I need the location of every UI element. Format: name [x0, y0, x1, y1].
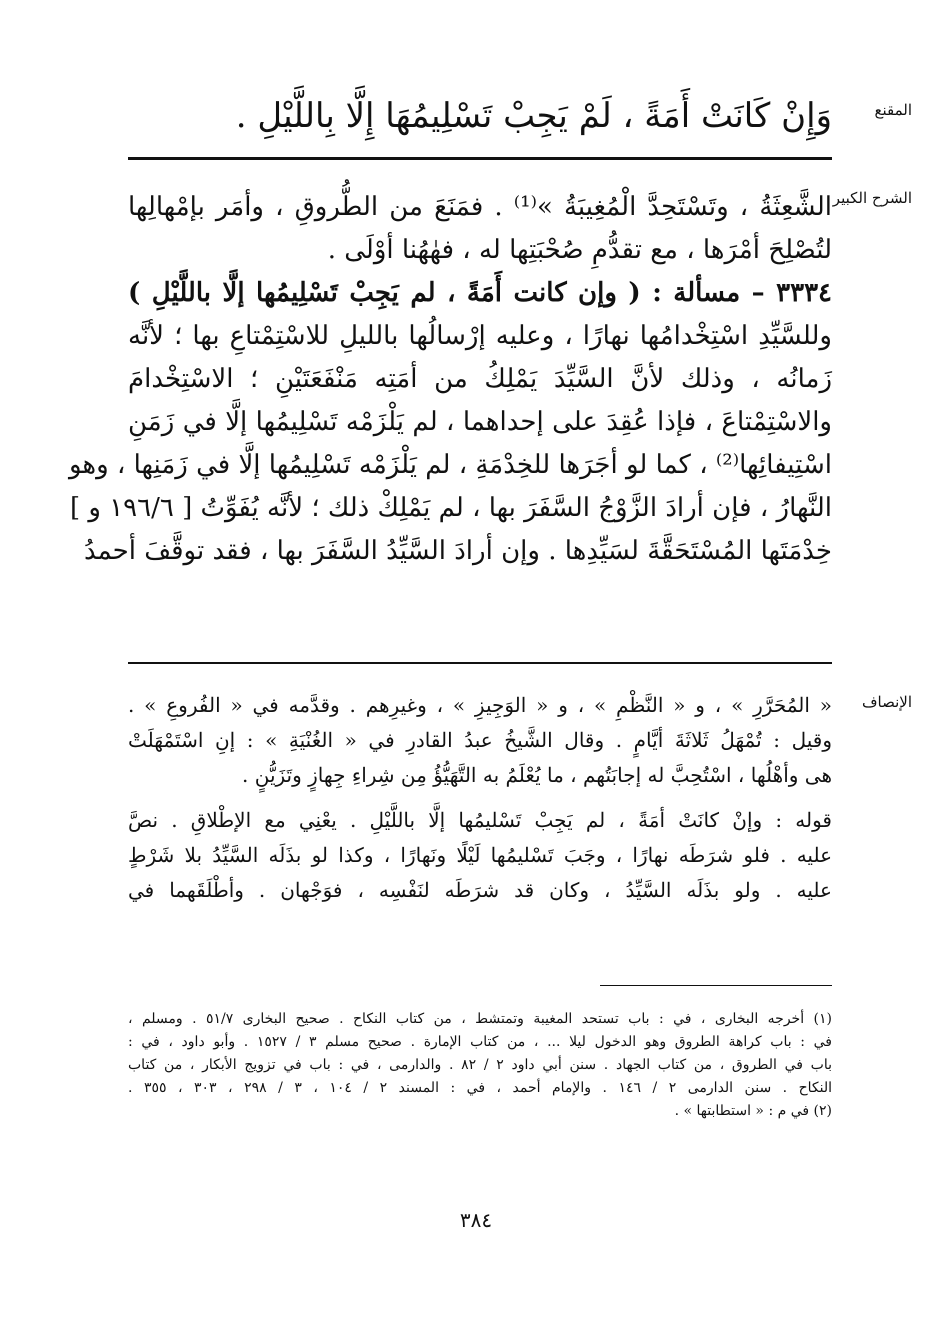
insaf-line: قوله : وإنْ كانَتْ أمَةً ، لم يَجِبْ تَسْليمُها إلَّا باللَّيْلِ . يعْنِي مع الإطْلاقِ . نصَّ — [128, 808, 832, 832]
muqni-text: وَإِنْ كَانَتْ أَمَةً ، لَمْ يَجِبْ تَسْلِيمُهَا إِلَّا بِاللَّيْلِ . — [235, 96, 832, 136]
thick-divider — [128, 157, 832, 160]
insaf-line: وقيل : تُمْهَلُ ثَلاثَةَ أيَّامٍ . وقال الشَّيخُ عبدُ القادرِ في « الغُنْيَةِ » : إنِ اسْتَمْهَلَتْ — [128, 728, 832, 752]
sharh-line: اسْتِيفائِها⁽²⁾ ، كما لو أجَرَها للخِدْمَةِ ، لم يَلْزَمْه تَسْلِيمُها إلَّا في زَمَنِها ، وهو — [69, 450, 832, 480]
sharh-line: لتُصْلِحَ أمْرَها ، مع تقدُّمِ صُحْبَتِها له ، فهٰهُنا أوْلَى . — [327, 235, 832, 265]
sharh-line: النَّهارُ ، فإن أرادَ الزَّوْجُ السَّفَرَ بها ، لم يَمْلِكْ ذلك ؛ لأنَّه يُفَوِّتُ [ ١٩٦/٦ و ] — [69, 493, 832, 523]
insaf-line: عليه . فلو شرَطَه نهارًا ، وجَبَ تَسْليمُها لَيْلًا ونَهارًا ، وكذا لو بذَلَه السَّيِّدُ بلا شَرْطٍ — [128, 843, 832, 867]
sharh-text-block — [69, 186, 832, 573]
paragraph-gap — [128, 793, 832, 803]
sharh-line: زَمانُه ، وذلك لأنَّ السَّيِّدَ يَمْلِكُ من أمَتِه مَنْفَعَتَيْنِ ؛ الاسْتِخْدامَ — [128, 364, 832, 394]
sharh-line: وللسَّيِّدِ اسْتِخْدامُها نهارًا ، وعليه إرْسالُها بالليلِ للاسْتِمْتاعِ بها ؛ لأنَّه — [128, 321, 832, 351]
footnote-line: في : باب كراهة الطروق وهو الدخول ليلا ... ، من كتاب الإمارة . صحيح مسلم ٣ / ١٥٢٧ . وأبو داود ، في : — [128, 1034, 832, 1050]
insaf-line: عليه . ولو بذَلَه السَّيِّدُ ، وكان قد شرَطَه لنَفْسِه ، فوَجْهان . وأطْلَقَهما في — [128, 878, 832, 902]
sharh-label: الشرح الكبير — [832, 189, 912, 207]
thin-divider — [128, 662, 832, 664]
footnote-line: (١) أخرجه البخارى ، في : باب تستحد المغيبة وتمتشط ، من كتاب النكاح . صحيح البخارى ٥١/٧ . ومسلم ، — [128, 1011, 832, 1027]
sharh-line: الشَّعِثَةُ ، وتَسْتَحِدَّ الْمُغِيبَةُ »⁽¹⁾ . فمَنَعَ من الطُّروقِ ، وأمَر بإمْهالِها — [128, 192, 832, 222]
footnote-divider — [600, 985, 832, 986]
insaf-line: هى وأهْلُها ، اسْتُحِبَّ له إجابَتُهم ، ما يُعْلَمُ به التَّهَيُّؤُ مِن شِراءِ جِهازٍ وتَزَيُّنٍ . — [242, 763, 832, 787]
footnote-line: النكاح . سنن الدارمى ٢ / ١٤٦ . والإمام أحمد ، في : المسند ٢ / ١٠٤ ، ٣ / ٢٩٨ ، ٣٠٣ ، ٣٥٥ . — [128, 1080, 833, 1096]
footnotes-block — [128, 1008, 832, 1123]
page-number: ٣٨٤ — [459, 1208, 493, 1232]
insaf-line: « المُحَرَّرِ » ، و « النَّظْمِ » ، و « الوَجِيزِ » ، وغيرِهم . وقدَّمه في « الفُروعِ » . — [128, 693, 833, 717]
insaf-text-block — [128, 688, 832, 908]
insaf-label: الإنصاف — [861, 693, 912, 711]
muqni-label: المقنع — [874, 101, 912, 119]
footnote-line: (٢) في م : « استطابتها » . — [674, 1103, 832, 1119]
masala-heading-line: ٣٣٣٤ – مسألة : ( وإن كانت أَمَةً ، لم يَجِبْ تَسْلِيمُها إلَّا باللَّيْلِ ) — [128, 278, 832, 308]
sharh-line: والاسْتِمْتاعَ ، فإذا عُقِدَ على إحداهما ، لم يَلْزَمْه تَسْلِيمُها إلَّا في زَمَنِ — [128, 407, 832, 437]
footnote-line: باب في الطروق ، من كتاب الجهاد . سنن أبي داود ٢ / ٨٢ . والدارمى ، في : باب في تزويج الأبكار ، من كتاب — [128, 1057, 833, 1073]
sharh-line: خِدْمَتَها المُسْتَحَقَّةَ لسَيِّدِها . وإن أرادَ السَّيِّدُ السَّفَرَ بها ، فقد توقَّفَ أحمدُ — [83, 536, 832, 566]
